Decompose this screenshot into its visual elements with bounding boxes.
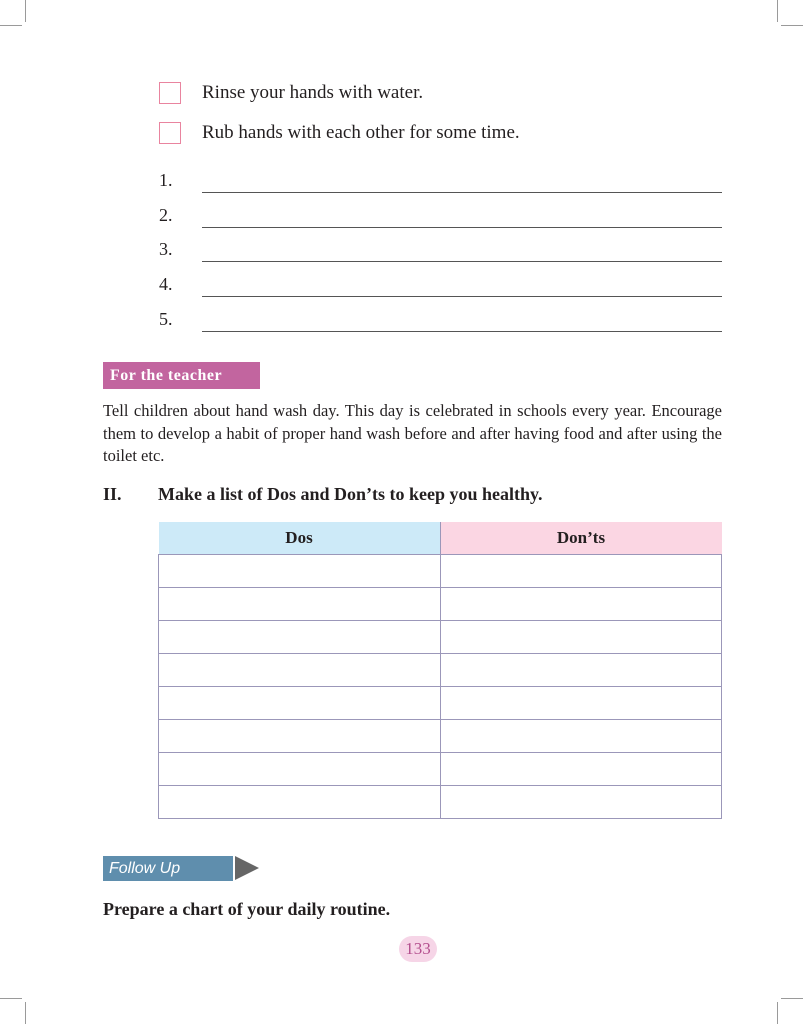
donts-cell[interactable]: [440, 786, 722, 819]
answer-line-row: [159, 271, 722, 297]
answer-line-row: [159, 236, 722, 262]
answer-blank[interactable]: [202, 331, 722, 332]
step-item: [159, 82, 423, 104]
crop-mark: [777, 0, 778, 22]
donts-cell[interactable]: [440, 555, 722, 588]
answer-number: 1.: [159, 170, 173, 190]
answer-line-row: [159, 167, 722, 193]
answer-number: 3.: [159, 239, 173, 259]
dos-cell[interactable]: [159, 753, 441, 786]
crop-mark: [781, 25, 803, 26]
table-row: [159, 786, 722, 819]
follow-up-label: Follow Up: [103, 856, 233, 881]
answer-line-row: [159, 202, 722, 228]
table-row: [159, 753, 722, 786]
dos-cell[interactable]: [159, 588, 441, 621]
answer-number: 2.: [159, 205, 173, 225]
answer-blank[interactable]: [202, 296, 722, 297]
table-row: [159, 654, 722, 687]
teacher-note: Tell children about hand wash day. This day is celebrated in schools every year. Encourage them to develop a habit of proper hand wash before and after having food and after using the toilet etc.: [103, 401, 722, 465]
table-row: [159, 555, 722, 588]
dos-cell[interactable]: [159, 654, 441, 687]
crop-mark: [25, 0, 26, 22]
donts-cell[interactable]: [440, 720, 722, 753]
step-item: [159, 122, 520, 144]
crop-mark: [0, 25, 22, 26]
answer-blank[interactable]: [202, 261, 722, 262]
answer-number: 4.: [159, 274, 173, 294]
arrow-right-icon: [235, 856, 259, 880]
dos-donts-table: [158, 522, 722, 819]
answer-blank[interactable]: [202, 227, 722, 228]
donts-cell[interactable]: [440, 621, 722, 654]
donts-cell[interactable]: [440, 753, 722, 786]
dos-cell[interactable]: [159, 555, 441, 588]
follow-up-text: Prepare a chart of your daily routine.: [103, 899, 391, 919]
table-row: [159, 621, 722, 654]
crop-mark: [25, 1002, 26, 1024]
step-text: Rinse your hands with water.: [202, 82, 424, 103]
table-header-row: [159, 522, 722, 555]
step-checkbox[interactable]: [159, 82, 181, 104]
step-text: Rub hands with each other for some time.: [202, 122, 520, 143]
donts-cell[interactable]: [440, 687, 722, 720]
answer-number: 5.: [159, 309, 173, 329]
donts-cell[interactable]: [440, 588, 722, 621]
table-row: [159, 588, 722, 621]
dos-cell[interactable]: [159, 720, 441, 753]
crop-mark: [0, 998, 22, 999]
dos-cell[interactable]: [159, 621, 441, 654]
dos-cell[interactable]: [159, 786, 441, 819]
donts-header: Don’ts: [440, 522, 722, 555]
crop-mark: [781, 998, 803, 999]
dos-cell[interactable]: [159, 687, 441, 720]
crop-mark: [777, 1002, 778, 1024]
donts-cell[interactable]: [440, 654, 722, 687]
dos-header: Dos: [159, 522, 441, 555]
step-checkbox[interactable]: [159, 122, 181, 144]
teacher-label: For the teacher: [103, 362, 260, 389]
table-row: [159, 720, 722, 753]
page-number: 133: [399, 936, 437, 962]
table-row: [159, 687, 722, 720]
answer-blank[interactable]: [202, 192, 722, 193]
answer-line-row: [159, 306, 722, 332]
question-number: II.: [103, 484, 122, 504]
question-text: Make a list of Dos and Don’ts to keep you healthy.: [158, 484, 543, 504]
